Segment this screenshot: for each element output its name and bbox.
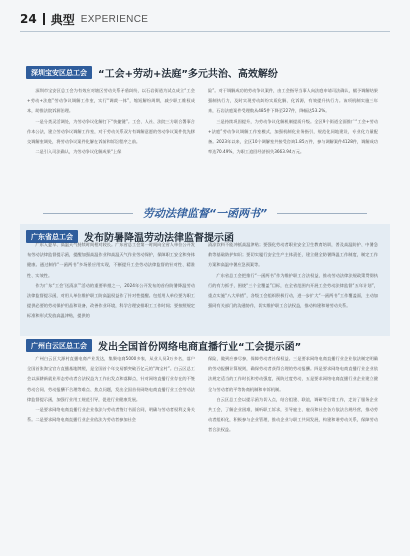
article1-left-paragraph: 一是分类灵活调处，为劳动争议化解打下“快捷键”。工会、人社、法院三方联合署事合作本公法，建立劳动争议调解工作室，对于劳动关系双方有调解意愿的劳动争议案件优先移交调解室调处，将劳动争议案件化解在诉前和诉讼程序之前。 <box>27 118 195 145</box>
article1-right-paragraph: 险”。对于调解成功的劳动争议案件，由工会指导当事人向法庭申请司法确认，赋予调解结果强制执行力，及时实现劳动纠纷实质化解、化诉源，有效提升执行力。该项机制实施三年来，石岩法庭案件受理数从485件下降至227件，降幅达53.2%。 <box>208 88 378 114</box>
article3-left-paragraph: 广州白云区大源村直播电商产业发达，集聚电商5000多家，从业人员3万多名，落户全国首张淘宝官方直播基地牌照，是全国首个年交易额突破百亿元的“淘宝村”。白云区总工会以深耕新就业形态劳动者合法权益为工作出发点和落脚点，针对网络直播行业存在的不签劳动合同、劳动报酬不合理等难点、焦点问题，发出全国首份网络电商直播行业工会劳动法律监督提示函，加强行业用工规范引导，促进行业健康发展。 <box>27 356 195 402</box>
header-rule <box>20 31 390 32</box>
article2-right-paragraph: 广东省总工会把推行“一函两书”作为维护职工合法权益、推动劳动法律法规政策贯彻执行的有力抓手，围绕“三个全覆盖”目标，在全省范围内开展工会劳动法律监督“五年计划”，重点实施“八大举措”，各级工会组织积极行动，进一步扩大“一函两书”工作覆盖面，主动加强同有关部门的沟通协作，切实维护职工合法权益，推动构建和谐劳动关系。 <box>208 272 378 309</box>
article3-tag: 广州白云区总工会 <box>26 339 92 352</box>
section-title-en: EXPERIENCE <box>80 13 149 25</box>
article1-left-paragraph: 二是引入司法确认，为劳动争议化解成果“上保 <box>35 149 122 155</box>
article1-right-paragraph: 三是持续巩固提升，为劳动争议化解机制提质升级。全区9个街道全面推广“工会+劳动+法庭”劳动争议调解工作室模式，加强机制化业务指引，规范化同地建设，专业化力量配备。2023年以来，全区10个调解室共接受咨询1.85万件，参与调解案件4128件，调解成功率达70.49%，为职工追回经济损失3663.94万元。 <box>208 118 378 155</box>
article1-left-paragraph: 深圳市宝安区总工会为有效应对辖区劳动关系矛盾纠纷，以石岩街道为试点成立“工会+劳动+法庭”劳动争议调解工作室，实行“调裁一体”，缩短解纷周期，减少职工维权成本，助推法院诉源治理。 <box>27 88 195 114</box>
article3-column-left <box>27 354 195 425</box>
banner-line-right <box>277 213 367 214</box>
page-number: 24 <box>20 12 37 26</box>
banner-title: 劳动法律监督“一函两书” <box>142 207 268 220</box>
section-banner <box>0 203 410 223</box>
article1-heading <box>26 65 278 80</box>
article2-title: 发布防暑降温劳动法律监督提示函 <box>84 233 234 244</box>
article2-right-paragraph: 清凉饮料不能冲抵高温津贴；要强化劳动者职业安全卫生教育培训，普及高温防护、中暑急救等基础防护知识；要切实履行安全生产主体责任，建立健全防暑降温工作制度，制定工作方案和高温中暑应急预案等。 <box>208 242 378 268</box>
article2-left-paragraph: 作为广东“工会‘送清凉’”活动的重要举措之一，2024年公开发布的首份防暑降温劳动法律监督提示函，对用人单位维护职工防高温权益作了针对性提醒。包括用人单位要为职工提供必要的劳动保护用品和设备，改善作业环境，科学合理安排职工工作时间；要按照规定标准和形式发放高温津贴，提供的 <box>27 282 195 319</box>
article2-tag: 广东省总工会 <box>26 230 78 243</box>
article2-left-paragraph: 广东入夏早、高温天气持续时间相对较长。广东省总工会第一时间向全省人单位公开发布劳动法律监督提示函，提醒加强高温作业和高温天气作业劳动保护，保障职工安全和身体健康。通过制作“一函两书”多场景应用实现，不断提升工会劳动法律监督的针对性、精准性、实效性。 <box>27 242 195 278</box>
article3-heading <box>26 338 301 353</box>
header-divider <box>43 13 45 25</box>
article3-right-paragraph: 白云区总工会以提示函为切入点，结合组建、联谊，调研等日常工作，走访了服务企业共工会，了解企业困难，倾听职工诉求，引导雇主、雇员和社会各方依法合规经营，推动劳动者组织化，积极参与企业管理，推动企业与职工共同发展，构建和谐劳动关系，保障劳动者合法权益。 <box>208 396 378 433</box>
article1-tag: 深圳宝安区总工会 <box>26 66 92 79</box>
article2-column-left <box>27 240 195 322</box>
banner-line-left <box>43 213 133 214</box>
article3-title: 发出全国首份网络电商直播行业“工会提示函” <box>98 342 302 353</box>
article3-column-right <box>208 354 378 436</box>
article3-left-paragraph: 一是要求网络电商直播行业企业依法与劳动者签订书面合同，明确与劳动者权利义务关系。二是要求网络电商直播行业企业依法为劳动者参加社会 <box>27 407 195 423</box>
article1-column-left <box>27 86 195 157</box>
article1-column-right <box>208 86 378 157</box>
page-header <box>20 10 148 28</box>
article3-right-paragraph: 保险，做到应参尽参，保障劳动者社保权益。三是要求网络电商直播行业企业依法制定明确的劳动报酬计算规则，确保劳动者获得合理的劳动报酬。四是要求网络电商直播行业企业依法规定适当的工作时长和劳动强度，预防过度劳动，五是要求网络电商直播行业企业建立健全与劳动者的平等协商机制和申诉机制。 <box>208 356 378 392</box>
section-title-cn: 典型 <box>50 12 75 27</box>
article2-column-right <box>208 240 378 311</box>
article1-title: “工会+劳动+法庭”多元共治、高效解纷 <box>98 69 278 80</box>
